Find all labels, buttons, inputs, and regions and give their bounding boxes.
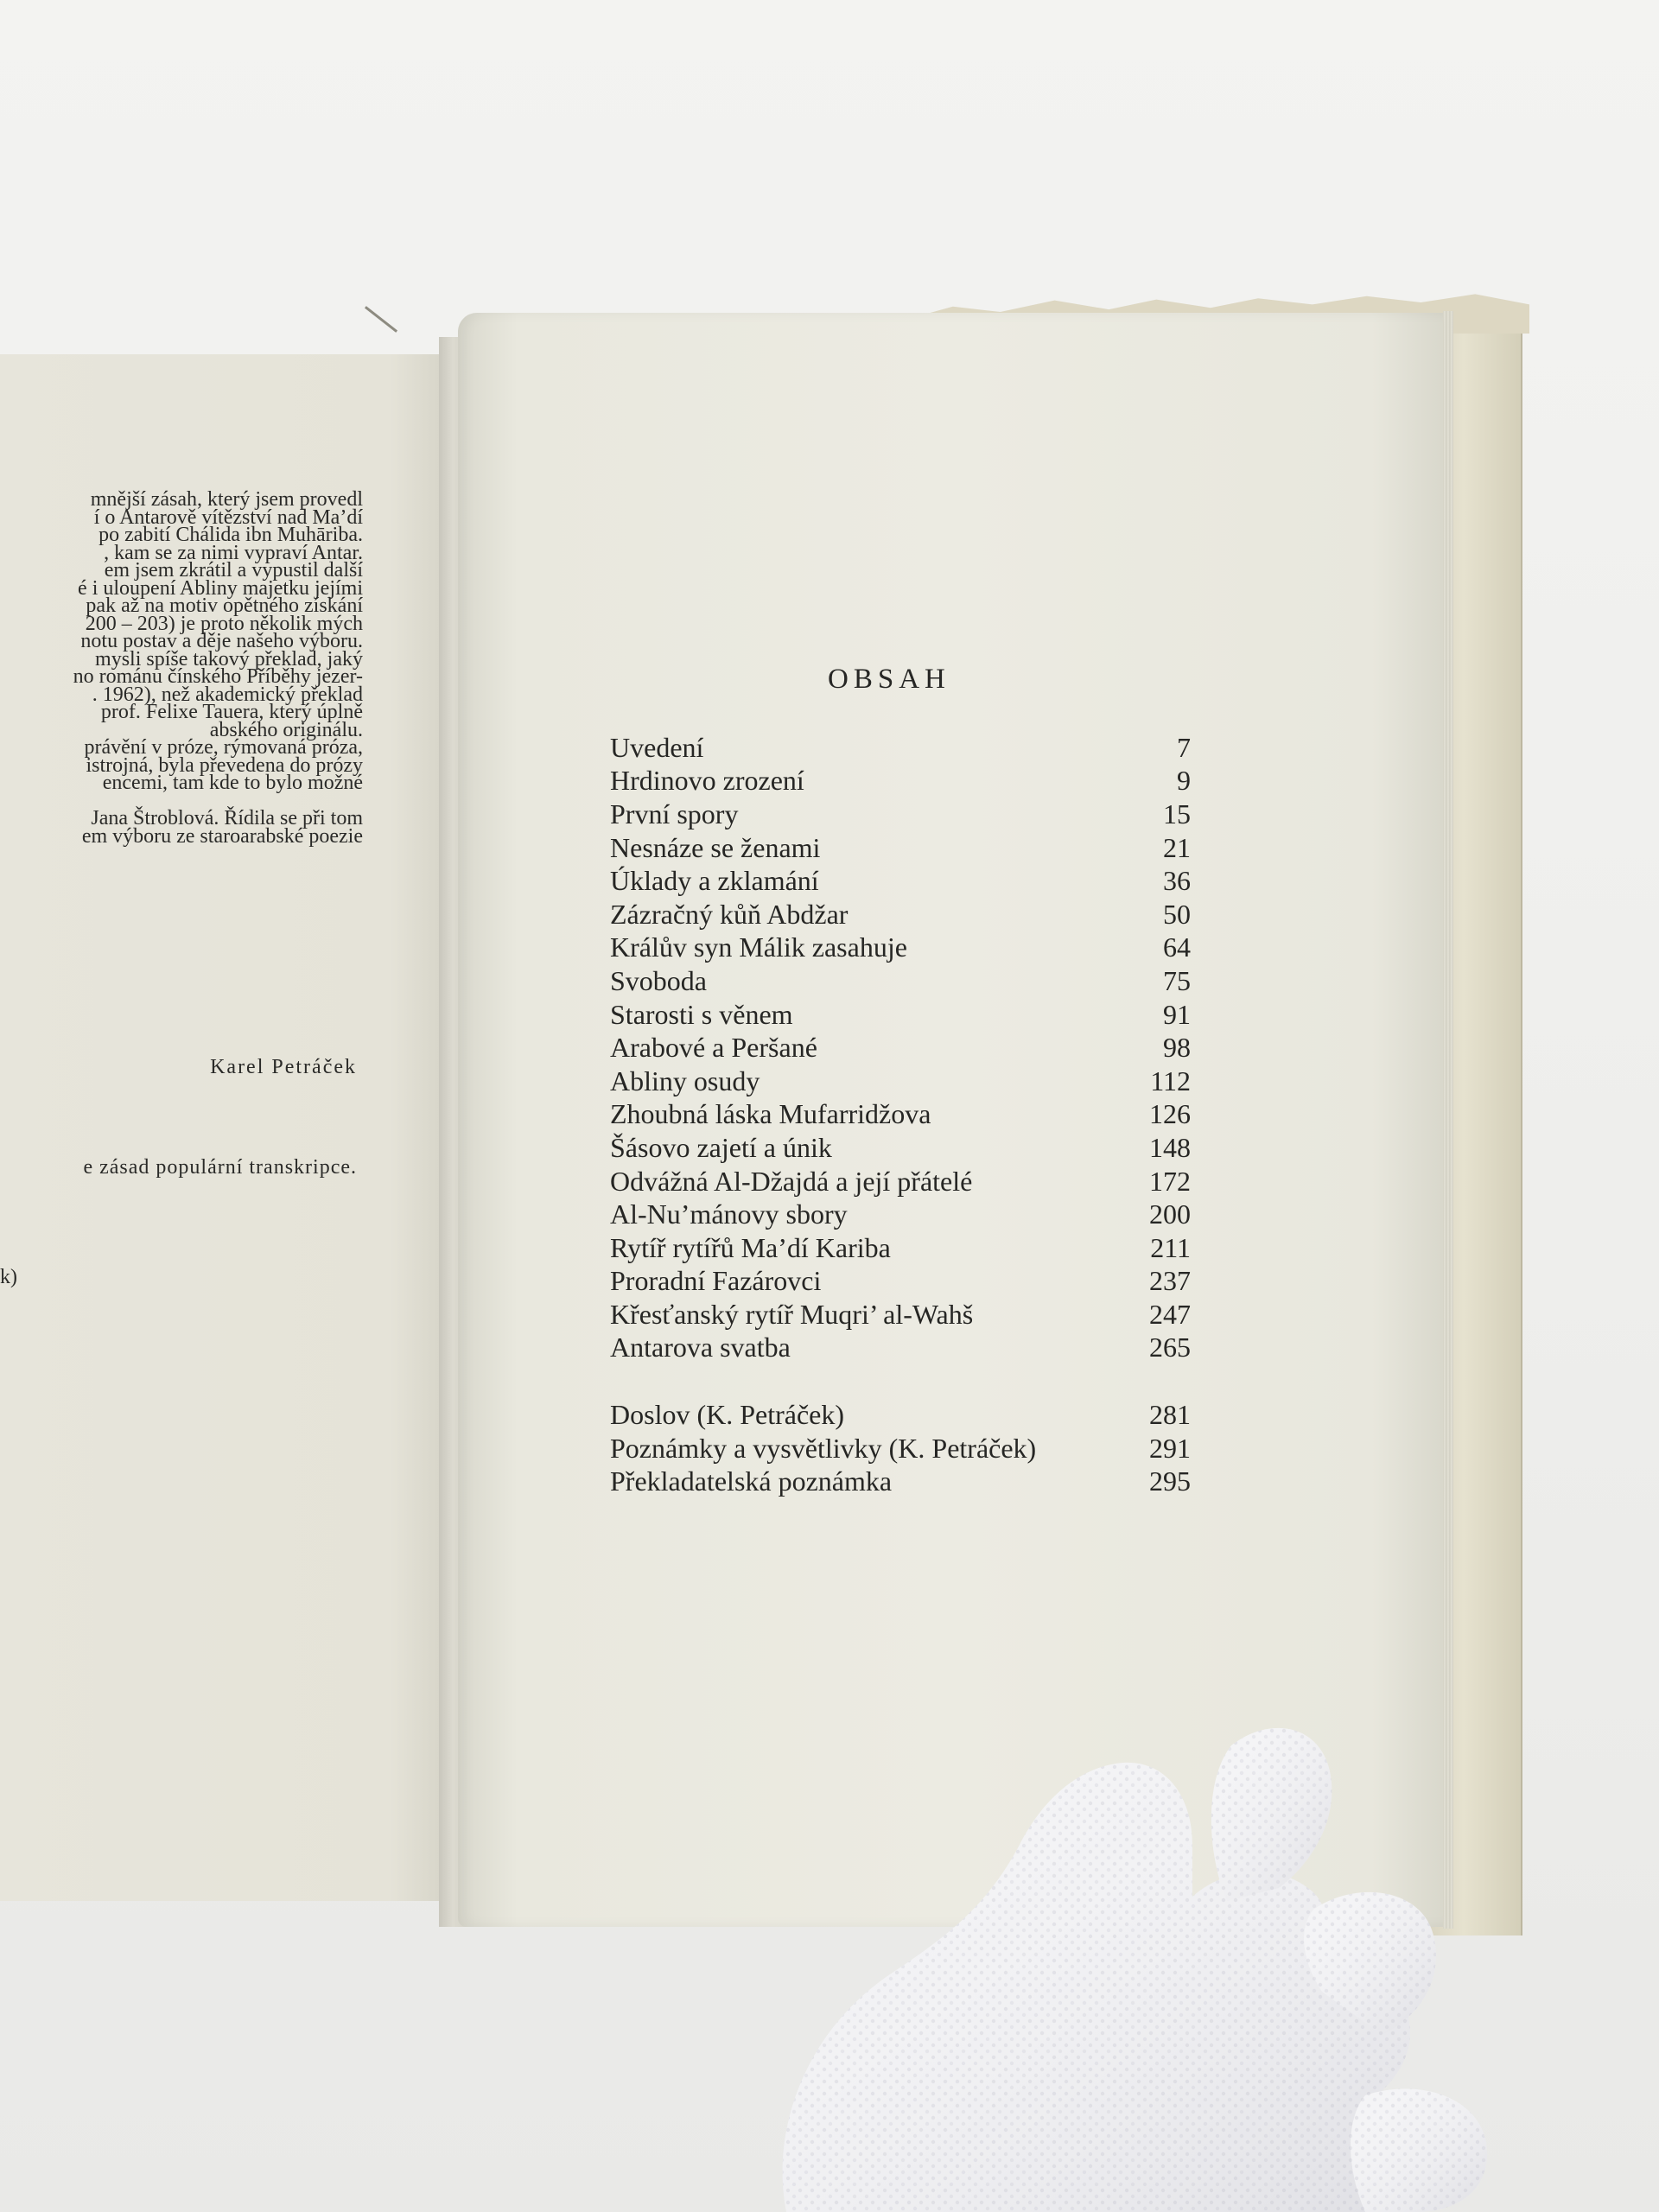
left-page-line: Jana Štroblová. Řídila se při tom [91, 807, 363, 830]
toc-entry [610, 1065, 1191, 1098]
white-glove-hand [760, 1715, 1659, 2212]
toc-entry-title: Poznámky a vysvětlivky (K. Petráček) [610, 1432, 1037, 1464]
toc-entry-title: Úklady a zklamání [610, 865, 819, 897]
toc-entry-page: 148 [1149, 1131, 1191, 1163]
toc-entry-title: Králův syn Málik zasahuje [610, 931, 907, 963]
toc-entry-page: 98 [1163, 1032, 1191, 1064]
toc-entry-page: 15 [1163, 798, 1191, 830]
toc-entry [610, 864, 1191, 898]
toc-spacer [610, 1364, 1191, 1398]
toc-entry [610, 798, 1191, 831]
left-page-line: encemi, tam kde to bylo možné [102, 772, 363, 794]
toc-entry [610, 1031, 1191, 1065]
left-page-line: pak až na motiv opětného získání [86, 594, 363, 617]
toc-entry-title: Hrdinovo zrození [610, 765, 804, 797]
glove-finger [1351, 2088, 1487, 2212]
toc-entry [610, 1198, 1191, 1231]
toc-entry-title: Arabové a Peršané [610, 1032, 817, 1064]
toc-entry-page: 126 [1149, 1098, 1191, 1130]
toc-entry-title: Rytíř rytířů Ma’dí Kariba [610, 1231, 891, 1263]
toc-entry-title: Doslov (K. Petráček) [610, 1399, 845, 1431]
toc-entry-page: 64 [1163, 931, 1191, 963]
toc-entry [610, 998, 1191, 1032]
toc-entry-page: 75 [1163, 964, 1191, 996]
toc-entry-page: 291 [1149, 1432, 1191, 1464]
left-page-paragraph [0, 488, 363, 848]
left-page-line: notu postav a děje našeho výboru. [80, 630, 363, 652]
toc-entry-title: Překladatelská poznámka [610, 1465, 893, 1497]
toc-entry-page: 112 [1150, 1065, 1191, 1096]
left-page-line: právění v próze, rýmovaná próza, [84, 736, 363, 759]
toc-entry-title: Šásovo zajetí a únik [610, 1131, 832, 1163]
left-page-line: abského originálu. [209, 718, 363, 741]
toc-entry [610, 1165, 1191, 1198]
toc-entry-page: 211 [1150, 1231, 1191, 1263]
left-page-line: , kam se za nimi vypraví Antar. [104, 541, 363, 564]
toc-entry [610, 1231, 1191, 1265]
toc-entry-title: První spory [610, 798, 739, 830]
toc-entry-page: 7 [1177, 731, 1191, 763]
left-page-line: po zabití Chálida ibn Muhāriba. [99, 524, 363, 546]
left-page-line: é i uloupení Abliny majetku jejími [78, 576, 363, 600]
left-page-line: em jsem zkrátil a vypustil další [104, 559, 363, 582]
toc-entry-title: Nesnáze se ženami [610, 831, 821, 863]
toc-entry-page: 281 [1149, 1399, 1191, 1431]
toc-entry-title: Odvážná Al-Džajdá a její přátelé [610, 1165, 973, 1197]
toc-entry-title: Antarova svatba [610, 1332, 791, 1363]
toc-entry-page: 9 [1177, 765, 1191, 797]
left-page-note: e zásad populární transkripce. [83, 1156, 357, 1179]
toc-entry-title: Abliny osudy [610, 1065, 760, 1096]
toc-entry-page: 36 [1163, 865, 1191, 897]
toc-entry-page: 172 [1149, 1165, 1191, 1197]
toc-entry-title: Proradní Fazárovci [610, 1265, 822, 1297]
toc-entry-title: Zhoubná láska Mufarridžova [610, 1098, 931, 1130]
toc-entry [610, 1265, 1191, 1299]
left-page [0, 354, 454, 1901]
toc-appendix-entry [610, 1432, 1191, 1465]
toc-entry-page: 21 [1163, 831, 1191, 863]
toc-entry [610, 898, 1191, 931]
toc-entry [610, 765, 1191, 798]
toc-entry-page: 295 [1149, 1465, 1191, 1497]
toc-entry-page: 237 [1149, 1265, 1191, 1297]
toc-entry-page: 91 [1163, 998, 1191, 1030]
toc-entry-title: Al-Nu’mánovy sbory [610, 1198, 848, 1230]
toc-entry [610, 731, 1191, 765]
left-page-fragment: k) [0, 1266, 17, 1288]
toc-entry [610, 1098, 1191, 1132]
toc-entry [610, 964, 1191, 998]
toc-entry-title: Zázračný kůň Abdžar [610, 898, 849, 930]
left-page-line: prof. Felixe Tauera, který úplně [100, 701, 363, 723]
toc-title: OBSAH [828, 664, 950, 695]
left-page-line: istrojná, byla převedena do prózy [86, 753, 363, 777]
toc-entry [610, 931, 1191, 965]
toc-entry-title: Uvedení [610, 731, 704, 763]
toc-appendix-entry [610, 1465, 1191, 1498]
left-page-line: mysli spíše takový překlad, jaký [95, 647, 363, 671]
toc-appendix-entry [610, 1398, 1191, 1432]
toc-entry [610, 1298, 1191, 1332]
toc-entry [610, 1131, 1191, 1165]
left-page-signature: Karel Petráček [210, 1056, 357, 1078]
toc-entry-title: Svoboda [610, 964, 707, 996]
left-page-line: mnější zásah, který jsem provedl [90, 488, 363, 511]
toc-entry-title: Starosti s věnem [610, 998, 793, 1030]
left-page-line: em výboru ze staroarabské poezie [81, 824, 363, 848]
toc-entry [610, 831, 1191, 865]
left-page-line: no románu čínského Příběhy jezer- [73, 665, 363, 688]
left-page-line: . 1962), než akademický překlad [92, 683, 363, 706]
toc-entry-title: Křesťanský rytíř Muqri’ al-Wahš [610, 1298, 974, 1330]
table-of-contents [610, 731, 1191, 1498]
toc-entry-page: 265 [1149, 1332, 1191, 1363]
left-page-line: 200 – 203) je proto několik mých [85, 612, 363, 635]
toc-entry-page: 50 [1163, 898, 1191, 930]
toc-entry-page: 247 [1149, 1298, 1191, 1330]
page-block-edge [1443, 311, 1453, 1929]
glove-finger [1211, 1728, 1332, 1901]
toc-entry-page: 200 [1149, 1198, 1191, 1230]
toc-entry [610, 1332, 1191, 1365]
left-page-line: í o Antarově vítězství nad Ma’dí [93, 505, 363, 529]
